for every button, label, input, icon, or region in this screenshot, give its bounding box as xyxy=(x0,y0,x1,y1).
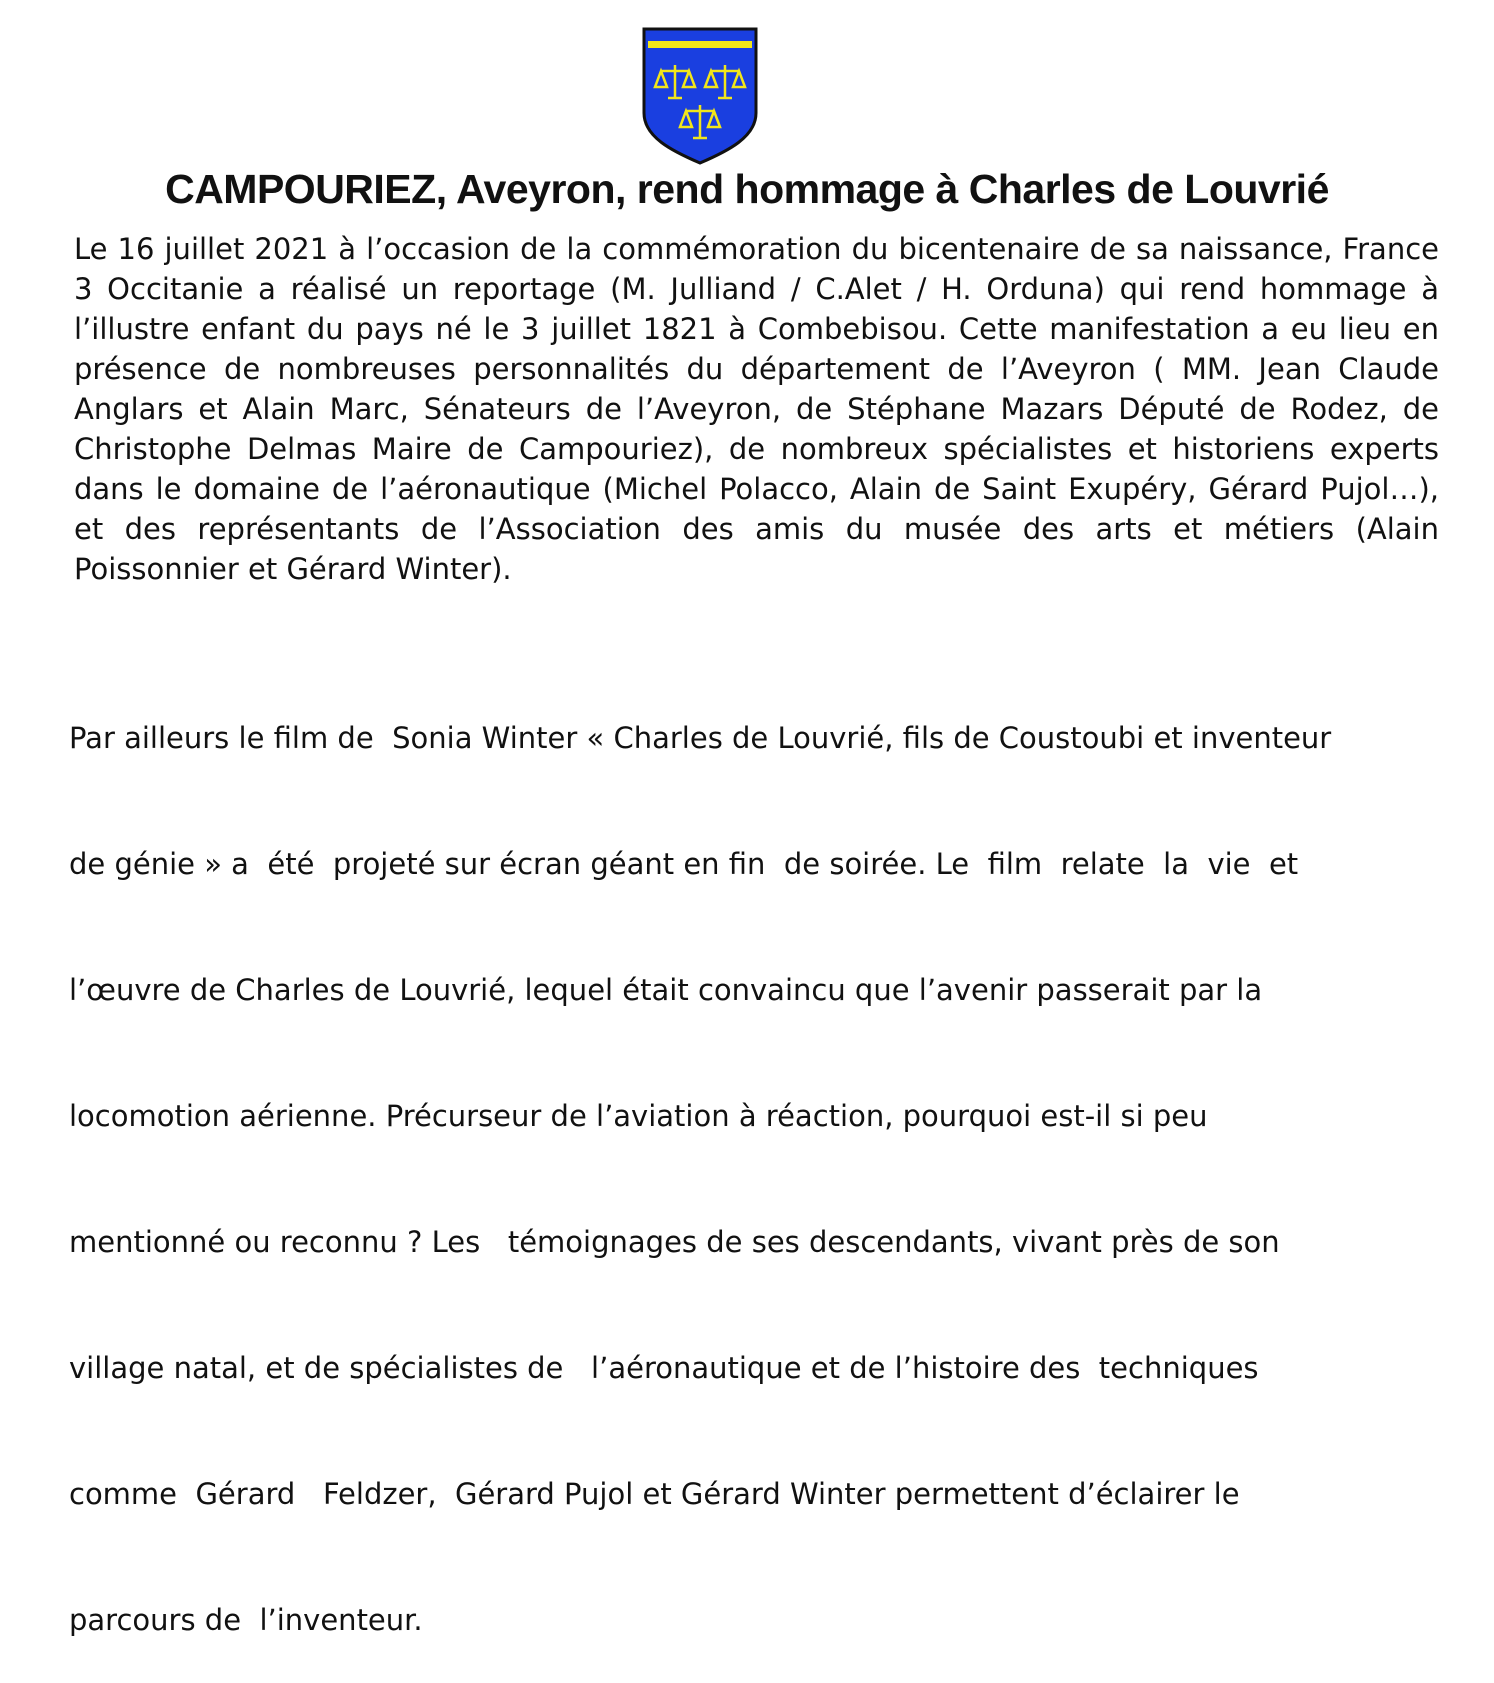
paragraph-film xyxy=(69,633,1494,1683)
paragraph-film-line: de génie » a été projeté sur écran géant en fin de soirée. Le film relate la vie et xyxy=(69,847,1299,881)
paragraph-film-line: village natal, et de spécialistes de l’aéronautique et de l’histoire des techniques xyxy=(69,1351,1259,1385)
page-title: CAMPOURIEZ, Aveyron, rend hommage à Charles de Louvrié xyxy=(165,166,1329,212)
paragraph-film-line: Par ailleurs le film de Sonia Winter « Charles de Louvrié, fils de Coustoubi et inventeur xyxy=(69,721,1332,755)
paragraph-film-line: parcours de l’inventeur. xyxy=(69,1603,423,1637)
paragraph-film-line: locomotion aérienne. Précurseur de l’aviation à réaction, pourquoi est-il si peu xyxy=(69,1099,1208,1133)
paragraph-film-line: mentionné ou reconnu ? Les témoignages de ses descendants, vivant près de son xyxy=(69,1225,1280,1259)
coat-of-arms-icon xyxy=(640,25,760,167)
paragraph-reportage: Le 16 juillet 2021 à l’occasion de la commémoration du bicentenaire de sa naissance, France 3 Occitanie a réalisé un reportage (M. Julliand / C.Alet / H. Orduna) qui rend hommage à l’illustre enfant du pays né le 3 juillet 1821 à Combebisou. Cette manifestation a eu lieu en présence de nombreuses personnalités du département de l’Aveyron ( MM. Jean Claude Anglars et Alain Marc, Sénateurs de l’Aveyron, de Stéphane Mazars Député de Rodez, de Christophe Delmas Maire de Campouriez), de nombreux spécialistes et historiens experts dans le domaine de l’aéronautique (Michel Polacco, Alain de Saint Exupéry, Gérard Pujol…), et des représentants de l’Association des amis du musée des arts et métiers (Alain Poissonnier et Gérard Winter). xyxy=(74,232,1439,586)
paragraph-film-line: comme Gérard Feldzer, Gérard Pujol et Gérard Winter permettent d’éclairer le xyxy=(69,1477,1240,1511)
paragraph-film-line: l’œuvre de Charles de Louvrié, lequel était convaincu que l’avenir passerait par la xyxy=(69,973,1263,1007)
